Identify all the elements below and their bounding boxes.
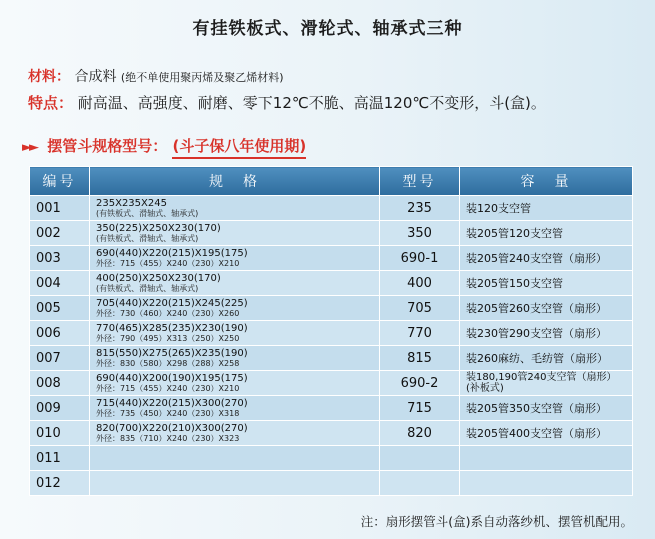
row-model: 770 [380, 321, 460, 346]
section-title: 摆管斗规格型号： [47, 137, 168, 155]
table-row [30, 221, 633, 246]
footnote: 注：扇形摆管斗(盒)系自动落纱机、摆管机配用。 [360, 514, 633, 529]
row-code: 007 [30, 346, 90, 371]
table-row [30, 296, 633, 321]
row-spec [90, 421, 380, 446]
row-capacity [460, 446, 633, 471]
double-arrow-icon: ►► [22, 140, 36, 155]
row-capacity: 装120支空管 [460, 196, 633, 221]
features-value: 耐高温、高强度、耐磨、零下12℃不脆、高温120℃不变形，斗(盒)。 [77, 94, 546, 112]
row-model: 815 [380, 346, 460, 371]
row-capacity: 装260麻纺、毛纺管（扇形） [460, 346, 633, 371]
spec-detail: (有铁板式、滑轴式、轴承式) [96, 233, 199, 243]
row-code: 005 [30, 296, 90, 321]
row-capacity: 装180,190管240支空管（扇形）(补板式) [460, 371, 633, 396]
row-code: 001 [30, 196, 90, 221]
row-code: 006 [30, 321, 90, 346]
spec-table [29, 166, 633, 496]
row-model: 705 [380, 296, 460, 321]
section-heading [22, 135, 306, 159]
spec-dimensions: 705(440)X220(215)X245(225) [96, 297, 248, 309]
row-spec [90, 246, 380, 271]
row-model: 235 [380, 196, 460, 221]
spec-dimensions: 715(440)X220(215)X300(270) [96, 397, 248, 409]
features-line [28, 92, 546, 113]
row-code: 012 [30, 471, 90, 496]
material-value: 合成料 [74, 69, 117, 85]
row-spec [90, 396, 380, 421]
table-row [30, 446, 633, 471]
table-row [30, 346, 633, 371]
row-code: 002 [30, 221, 90, 246]
row-spec [90, 321, 380, 346]
row-capacity: 装230管290支空管（扇形） [460, 321, 633, 346]
row-model: 715 [380, 396, 460, 421]
header-code: 编号 [30, 167, 90, 196]
row-spec [90, 446, 380, 471]
spec-detail: 外径：735（450）X240（230）X318 [96, 408, 240, 418]
row-model: 400 [380, 271, 460, 296]
table-row [30, 371, 633, 396]
spec-dimensions: 690(440)X200(190)X195(175) [96, 372, 248, 384]
row-code: 003 [30, 246, 90, 271]
row-code: 009 [30, 396, 90, 421]
table-row [30, 321, 633, 346]
table-row [30, 196, 633, 221]
table-row [30, 246, 633, 271]
spec-detail: (有铁板式、滑轴式、轴承式) [96, 283, 199, 293]
row-capacity: 装205管120支空管 [460, 221, 633, 246]
row-model: 350 [380, 221, 460, 246]
row-spec [90, 196, 380, 221]
spec-dimensions: 350(225)X250X230(170) [96, 222, 221, 234]
row-spec [90, 346, 380, 371]
table-row [30, 421, 633, 446]
row-code: 004 [30, 271, 90, 296]
row-model: 690-2 [380, 371, 460, 396]
spec-dimensions: 820(700)X220(210)X300(270) [96, 422, 248, 434]
row-model: 690-1 [380, 246, 460, 271]
spec-detail: 外径：715（455）X240（230）X210 [96, 383, 240, 393]
spec-detail: 外径：715（455）X240（230）X210 [96, 258, 240, 268]
row-model [380, 446, 460, 471]
spec-detail: 外径：790（495）X313（250）X250 [96, 333, 240, 343]
table-row [30, 271, 633, 296]
table-body [30, 196, 633, 496]
row-code: 010 [30, 421, 90, 446]
table-row [30, 471, 633, 496]
header-capacity: 容 量 [460, 167, 633, 196]
spec-dimensions: 400(250)X250X230(170) [96, 272, 221, 284]
row-spec [90, 296, 380, 321]
table-header-row [30, 167, 633, 196]
header-model: 型号 [380, 167, 460, 196]
row-spec [90, 221, 380, 246]
row-capacity: 装205管350支空管（扇形） [460, 396, 633, 421]
row-capacity: 装205管150支空管 [460, 271, 633, 296]
table-row [30, 396, 633, 421]
row-spec [90, 271, 380, 296]
spec-dimensions: 690(440)X220(215)X195(175) [96, 247, 248, 259]
row-spec [90, 471, 380, 496]
spec-detail: 外径：830（580）X298（288）X258 [96, 358, 240, 368]
row-capacity: 装205管400支空管（扇形） [460, 421, 633, 446]
material-note: (绝不单使用聚丙烯及聚乙烯材料) [120, 71, 284, 84]
spec-dimensions: 815(550)X275(265)X235(190) [96, 347, 248, 359]
spec-detail: 外径：730（460）X240（230）X260 [96, 308, 240, 318]
section-subtitle: (斗子保八年使用期) [172, 135, 306, 159]
features-label: 特点： [28, 94, 74, 112]
spec-detail: 外径：835（710）X240（230）X323 [96, 433, 240, 443]
row-spec [90, 371, 380, 396]
row-capacity: 装205管260支空管（扇形） [460, 296, 633, 321]
material-label: 材料： [28, 69, 70, 85]
row-code: 008 [30, 371, 90, 396]
row-model: 820 [380, 421, 460, 446]
spec-dimensions: 770(465)X285(235)X230(190) [96, 322, 248, 334]
spec-dimensions: 235X235X245 [96, 197, 167, 209]
row-code: 011 [30, 446, 90, 471]
row-capacity [460, 471, 633, 496]
row-capacity: 装205管240支空管（扇形） [460, 246, 633, 271]
material-line [28, 66, 284, 86]
spec-detail: (有铁板式、滑轴式、轴承式) [96, 208, 199, 218]
page-title: 有挂铁板式、滑轮式、轴承式三种 [192, 19, 463, 39]
header-spec: 规 格 [90, 167, 380, 196]
row-model [380, 471, 460, 496]
